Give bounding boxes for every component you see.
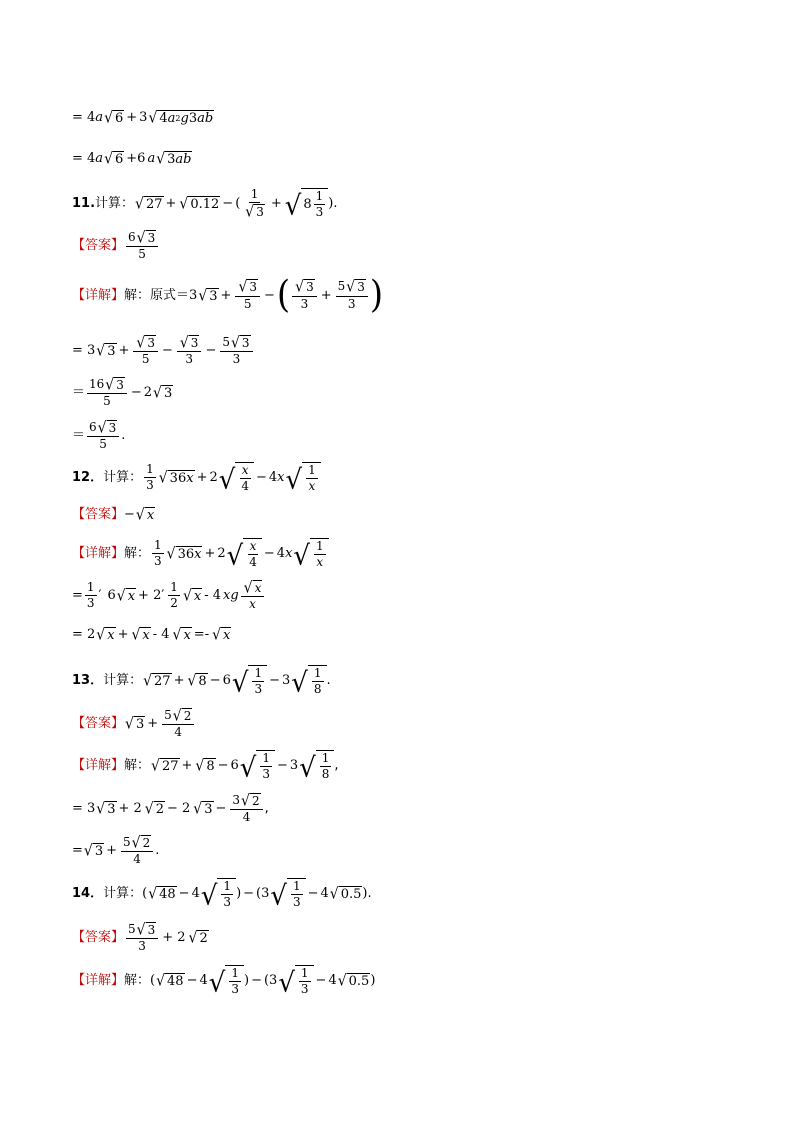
answer-label: 【答案】 xyxy=(72,507,125,522)
question-14: 14． 计算： ( √ 48 − 4 √ $\frac{1}{3}$ ) − (3 √ $\frac{1}{3}$ − 4 √ 0.5 ) . xyxy=(72,879,372,913)
detail-label: 【详解】 xyxy=(72,973,125,989)
detail-12-line-1: 【详解】 解： $\frac{1}{3}$ √ 36 x + 2 √ $\frac{x}{4}$ − 4 x √ $\frac{1}{x}$ xyxy=(72,538,329,569)
detail-13-line-2: = 3 √ 3 + 2 √ 2 − 2 √ 3 − 3 √ 2 4 , xyxy=(72,792,269,825)
continuation-line-2: = 4 a √ 6 +6 a √ 3 ab xyxy=(72,150,192,168)
detail-12-line-3: = 2 √ x + √ x - 4 √ x =- √ x xyxy=(72,626,231,644)
answer-label: 【答案】 xyxy=(72,930,125,946)
answer-14: 【答案】 5 √ 3 3 + 2 √ 2 xyxy=(72,921,208,954)
detail-14-line-1: 【详解】 解： ( √ 48 − 4 √ $\frac{1}{3}$ ) − (3 √ $\frac{1}{3}$ − 4 √ 0.5 ) xyxy=(72,966,376,1000)
detail-11-line-3: ＝ 16 √ 3 5 − 2 √ 3 xyxy=(72,376,173,409)
detail-label: 【详解】 xyxy=(72,546,125,562)
answer-label: 【答案】 xyxy=(72,238,125,254)
detail-11-line-2: = 3 √ 3 + √ 3 5 − √ 3 3 − 5 √ 3 3 xyxy=(72,335,255,366)
answer-11: 【答案】 6 √ 3 5 xyxy=(72,230,160,261)
question-12: 12． 计算： $\frac{1}{3}$ √ 36 x + 2 √ $\frac{x}{4}$ − 4 x √ $\frac{1}{x}$ xyxy=(72,462,321,493)
question-11: 11. 计算： √ 27 + √ 0.12 − ( 1 √ 3 + √ 8 $\frac{1}{3}$ ) . xyxy=(72,187,338,223)
detail-label: 【详解】 xyxy=(72,287,125,303)
answer-12: 【答案】 − √ x xyxy=(72,506,155,524)
detail-11-line-1: 【详解】 解： 原式＝ 3 √ 3 + √ 3 5 − ( √ 3 3 + 5 √ 3 3 ) xyxy=(72,273,384,317)
answer-label: 【答案】 xyxy=(72,716,125,732)
continuation-line-1: = 4 a √ 6 + 3 √ 4 a 2 g 3 ab xyxy=(72,109,214,127)
detail-11-line-4: ＝ 6 √ 3 5 . xyxy=(72,419,126,452)
detail-13-line-3: = √ 3 + 5 √ 2 4 . xyxy=(72,834,160,867)
answer-13: 【答案】 √ 3 + 5 √ 2 4 xyxy=(72,708,196,739)
detail-label: 【详解】 xyxy=(72,758,125,774)
detail-12-line-2: = $\frac{1}{3}$ ′ 6 √ x + 2′ $\frac{1}{2}$ √ x - 4 x g √ x x xyxy=(72,580,266,611)
detail-13-line-1: 【详解】 解： √ 27 + √ 8 − 6 √ $\frac{1}{3}$ − 3 √ $\frac{1}{8}$ , xyxy=(72,751,339,785)
question-13: 13． 计算： √ 27 + √ 8 − 6 √ $\frac{1}{3}$ − 3 √ $\frac{1}{8}$ . xyxy=(72,666,331,700)
